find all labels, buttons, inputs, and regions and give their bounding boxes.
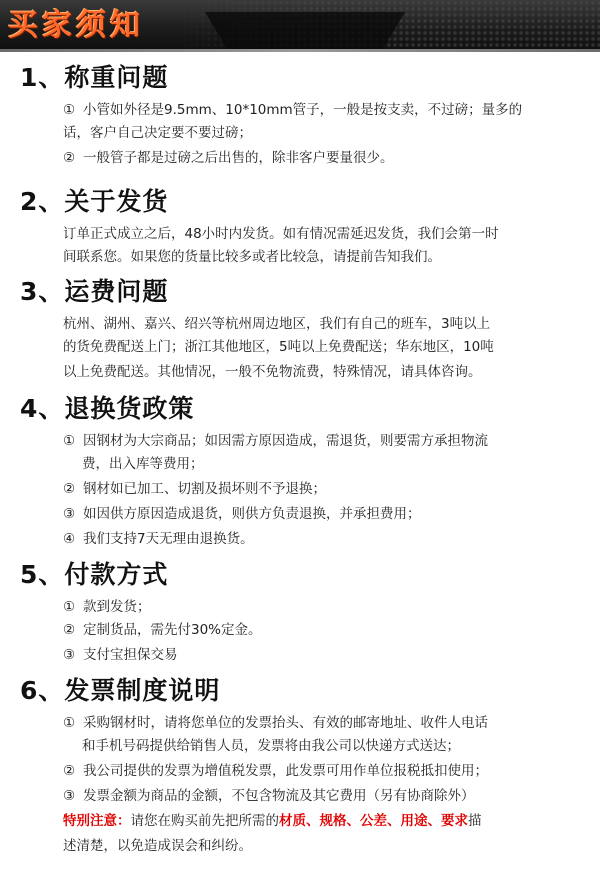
list-item-continuation: 费，出入库等费用；	[82, 456, 204, 472]
notice-separator: 、	[387, 813, 401, 829]
list-item-continuation: 和手机号码提供给销售人员，发票将由我公司以快递方式送达；	[82, 738, 460, 754]
list-marker: ①	[63, 433, 76, 449]
notice-keyword: 要求	[441, 813, 468, 829]
special-notice	[63, 809, 600, 834]
section-title: 1、称重问题	[20, 63, 169, 92]
list-item-text: 如因供方原因造成退货，则供方负责退换，并承担费用；	[83, 506, 421, 522]
notice-keyword: 用途	[400, 813, 428, 829]
list-marker: ②	[63, 622, 76, 638]
list-item	[63, 502, 600, 527]
content	[0, 60, 600, 859]
list-item	[63, 643, 600, 668]
section-returns	[0, 391, 600, 557]
list-marker: ④	[63, 531, 76, 547]
section-weighing	[0, 60, 600, 184]
list-item	[63, 711, 600, 736]
list-item-text: 一般管子都是过磅之后出售的，除非客户要量很少。	[83, 150, 394, 166]
list-item	[63, 595, 600, 620]
list-marker: ③	[63, 788, 76, 804]
list-item	[63, 477, 600, 502]
list-item-text: 支付宝担保交易	[83, 647, 178, 663]
list-marker: ①	[63, 715, 76, 731]
list-marker: ①	[63, 599, 76, 615]
list-item	[63, 527, 600, 552]
paragraph-line: 订单正式成立之后，48小时内发货。如有情况需延迟发货，我们会第一时	[63, 226, 499, 242]
list-item-text: 钢材如已加工、切割及损坏则不予退换；	[83, 481, 326, 497]
special-notice-continuation: 述清楚，以免造成误会和纠纷。	[63, 838, 252, 854]
header-banner	[0, 0, 600, 52]
list-marker: ③	[63, 506, 76, 522]
section-payment	[0, 557, 600, 673]
header-arrow-decoration	[205, 12, 405, 52]
list-item	[63, 759, 600, 784]
notice-separator: 、	[346, 813, 360, 829]
list-item	[63, 429, 600, 454]
section-title: 2、关于发货	[20, 187, 169, 216]
notice-keyword: 公差	[360, 813, 387, 829]
notice-label: 特别注意：	[63, 813, 131, 829]
list-marker: ③	[63, 647, 76, 663]
notice-separator: 、	[306, 813, 320, 829]
section-title: 6、发票制度说明	[20, 676, 221, 705]
list-item-text: 定制货品，需先付30%定金。	[83, 622, 262, 638]
notice-separator: 、	[427, 813, 441, 829]
paragraph-line: 的货免费配送上门；浙江其他地区，5吨以上免费配送；华东地区，10吨	[63, 339, 494, 355]
notice-text: 描	[468, 813, 482, 829]
section-invoice	[0, 673, 600, 859]
section-title: 3、运费问题	[20, 277, 169, 306]
list-marker: ②	[63, 481, 76, 497]
paragraph-line: 间联系您。如果您的货量比较多或者比较急，请提前告知我们。	[63, 249, 441, 265]
list-item	[63, 618, 600, 643]
page-title: 买家须知	[8, 8, 144, 43]
list-marker: ②	[63, 150, 76, 166]
notice-keyword: 材质	[279, 813, 306, 829]
list-item-text: 款到发货；	[83, 599, 151, 615]
list-item	[63, 146, 600, 171]
list-item-text: 采购钢材时，请将您单位的发票抬头、有效的邮寄地址、收件人电话	[83, 715, 488, 731]
list-item-text: 我公司提供的发票为增值税发票，此发票可用作单位报税抵扣使用；	[83, 763, 488, 779]
list-item	[63, 98, 600, 123]
list-item-text: 小管如外径是9.5mm、10*10mm管子，一般是按支卖，不过磅；量多的	[83, 102, 523, 118]
list-item-text: 我们支持7天无理由退换货。	[83, 531, 254, 547]
section-freight	[0, 274, 600, 391]
list-marker: ①	[63, 102, 76, 118]
paragraph-line: 以上免费配送。其他情况，一般不免物流费，特殊情况，请具体咨询。	[63, 364, 482, 380]
notice-keyword: 规格	[319, 813, 347, 829]
section-title: 5、付款方式	[20, 560, 169, 589]
list-marker: ②	[63, 763, 76, 779]
section-shipping	[0, 184, 600, 274]
list-item-text: 因钢材为大宗商品；如因需方原因造成，需退货，则要需方承担物流	[83, 433, 488, 449]
section-title: 4、退换货政策	[20, 394, 195, 423]
header-divider	[0, 49, 600, 52]
list-item-continuation: 话，客户自己决定要不要过磅；	[63, 125, 252, 141]
notice-text: 请您在购买前先把所需的	[130, 813, 279, 829]
list-item	[63, 784, 600, 809]
paragraph-line: 杭州、湖州、嘉兴、绍兴等杭州周边地区，我们有自己的班车，3吨以上	[63, 316, 491, 332]
list-item-text: 发票金额为商品的金额，不包含物流及其它费用（另有协商除外）	[83, 788, 475, 804]
